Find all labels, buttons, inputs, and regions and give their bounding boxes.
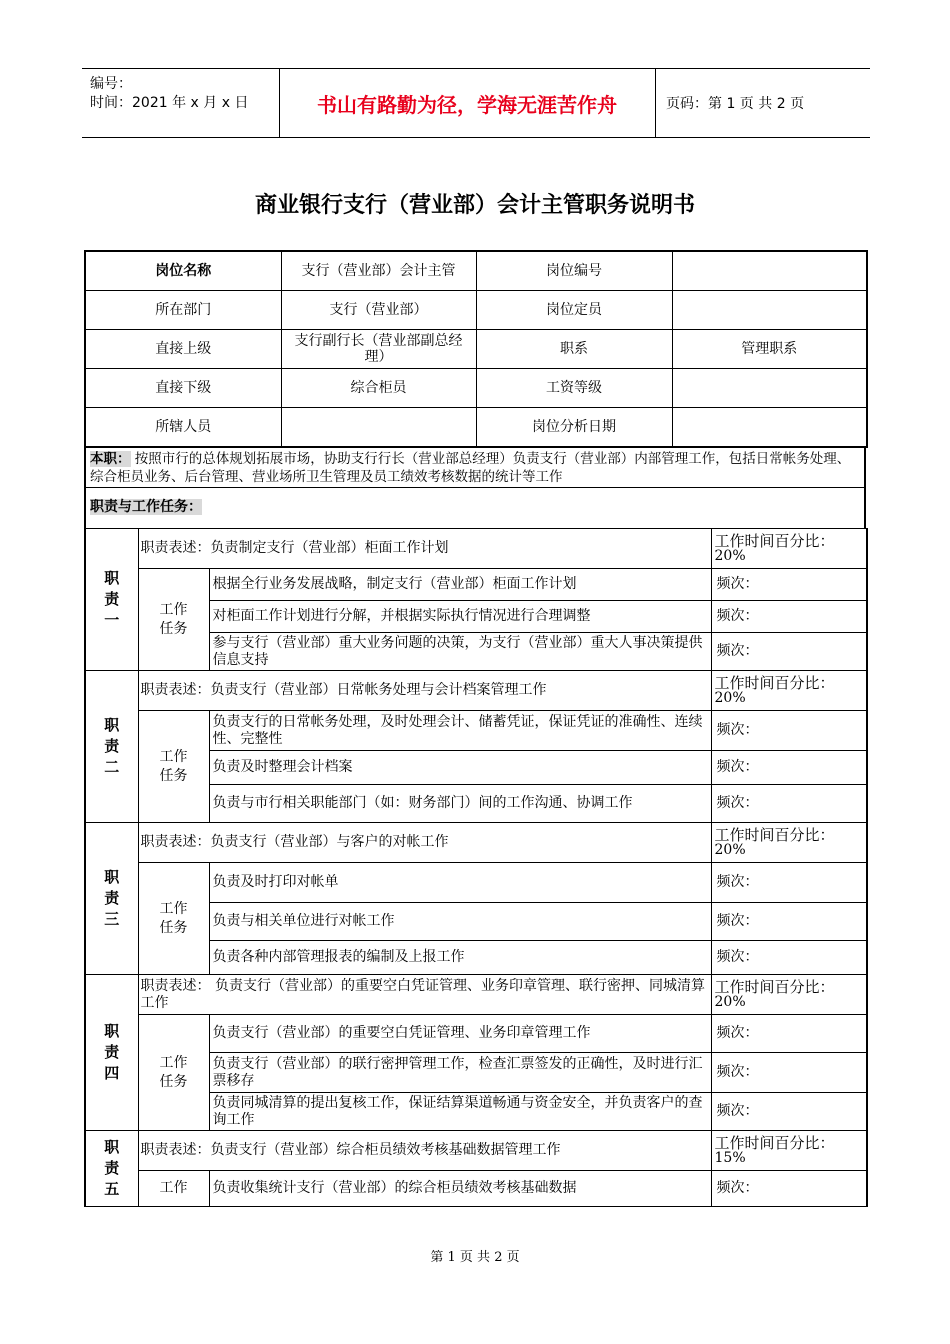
info-value: 支行（营业部）会计主管 xyxy=(281,251,476,291)
task-row xyxy=(85,863,867,903)
task-label xyxy=(138,1015,209,1131)
task-label-text: 工作任务 xyxy=(159,601,188,637)
task-frequency: 频次： xyxy=(711,751,867,785)
duty-desc-row xyxy=(85,975,867,1015)
header-meta xyxy=(82,69,280,137)
time-percentage xyxy=(711,823,867,863)
task-text: 负责支行（营业部）的重要空白凭证管理、业务印章管理工作 xyxy=(209,1015,711,1053)
info-value xyxy=(672,291,867,330)
percentage-label: 工作时间百分比： xyxy=(714,673,835,692)
percentage-label: 工作时间百分比： xyxy=(714,1133,835,1152)
percentage-value: 20% xyxy=(714,547,746,564)
task-text: 负责与市行相关职能部门（如：财务部门）间的工作沟通、协调工作 xyxy=(209,785,711,823)
info-label: 直接上级 xyxy=(85,330,281,369)
info-label: 职系 xyxy=(476,330,672,369)
info-value xyxy=(672,408,867,448)
task-frequency: 频次： xyxy=(711,941,867,975)
task-text: 负责同城清算的提出复核工作，保证结算渠道畅通与资金安全，并负责客户的查询工作 xyxy=(209,1093,711,1131)
info-row xyxy=(85,408,867,448)
task-frequency: 频次： xyxy=(711,903,867,941)
info-label: 直接下级 xyxy=(85,369,281,408)
page-info: 页码：第 1 页 共 2 页 xyxy=(666,96,805,112)
task-text: 负责各种内部管理报表的编制及上报工作 xyxy=(209,941,711,975)
percentage-label: 工作时间百分比： xyxy=(714,825,835,844)
duty-desc-row xyxy=(85,671,867,711)
task-text: 根据全行业务发展战略，制定支行（营业部）柜面工作计划 xyxy=(209,569,711,601)
duty-name xyxy=(85,529,138,671)
percentage-label: 工作时间百分比： xyxy=(714,977,835,996)
info-row xyxy=(85,251,867,291)
task-row xyxy=(85,1171,867,1207)
percentage-label: 工作时间百分比： xyxy=(714,531,835,550)
motto: 书山有路勤为径，学海无涯苦作舟 xyxy=(279,69,656,137)
info-label: 岗位分析日期 xyxy=(476,408,672,448)
duty-name-text: 职责一 xyxy=(104,569,120,629)
time-percentage xyxy=(711,671,867,711)
task-label-text: 工作 xyxy=(159,1180,188,1196)
info-label: 岗位编号 xyxy=(476,251,672,291)
info-value: 支行（营业部） xyxy=(281,291,476,330)
duty-description: 职责表述：负责支行（营业部）日常帐务处理与会计档案管理工作 xyxy=(138,671,711,711)
task-label xyxy=(138,711,209,823)
task-frequency: 频次： xyxy=(711,1053,867,1093)
page-footer: 第 1 页 共 2 页 xyxy=(430,1250,520,1265)
info-value xyxy=(672,369,867,408)
task-label xyxy=(138,569,209,671)
task-label-text: 工作任务 xyxy=(159,900,188,936)
time-percentage xyxy=(711,1131,867,1171)
task-row xyxy=(85,1015,867,1053)
percentage-value: 15% xyxy=(714,1149,746,1166)
task-row xyxy=(85,569,867,601)
time-label: 时间：2021 年 x 月 x 日 xyxy=(90,95,249,111)
duty-name xyxy=(85,1131,138,1207)
task-label-text: 工作任务 xyxy=(159,748,188,784)
time-percentage xyxy=(711,529,867,569)
number-label: 编号： xyxy=(90,76,132,92)
percentage-value: 20% xyxy=(714,689,746,706)
info-label: 所辖人员 xyxy=(85,408,281,448)
duty-description: 职责表述：负责支行（营业部）综合柜员绩效考核基础数据管理工作 xyxy=(138,1131,711,1171)
document-header xyxy=(82,68,870,138)
task-row xyxy=(85,711,867,751)
section-header xyxy=(84,488,866,528)
task-text: 负责及时打印对帐单 xyxy=(209,863,711,903)
page-title: 商业银行支行（营业部）会计主管职务说明书 xyxy=(254,193,695,218)
duty-name xyxy=(85,823,138,975)
task-frequency: 频次： xyxy=(711,633,867,671)
task-text: 对柜面工作计划进行分解，并根据实际执行情况进行合理调整 xyxy=(209,601,711,633)
info-label: 工资等级 xyxy=(476,369,672,408)
percentage-value: 20% xyxy=(714,993,746,1010)
duty-name xyxy=(85,975,138,1131)
duty-desc-row xyxy=(85,529,867,569)
info-row xyxy=(85,369,867,408)
duty-name xyxy=(85,671,138,823)
time-percentage xyxy=(711,975,867,1015)
info-label: 岗位定员 xyxy=(476,291,672,330)
duty-name-text: 职责四 xyxy=(104,1022,120,1082)
info-label: 所在部门 xyxy=(85,291,281,330)
task-frequency: 频次： xyxy=(711,863,867,903)
task-label xyxy=(138,1171,209,1207)
info-row xyxy=(85,330,867,369)
task-frequency: 频次： xyxy=(711,569,867,601)
task-frequency: 频次： xyxy=(711,601,867,633)
info-value: 管理职系 xyxy=(672,330,867,369)
duty-desc-row xyxy=(85,1131,867,1171)
info-row xyxy=(85,291,867,330)
task-frequency: 频次： xyxy=(711,1093,867,1131)
duty-name-text: 职责五 xyxy=(104,1138,120,1198)
info-value: 综合柜员 xyxy=(281,369,476,408)
task-text: 负责支行（营业部）的联行密押管理工作，检查汇票签发的正确性，及时进行汇票移存 xyxy=(209,1053,711,1093)
info-value xyxy=(281,408,476,448)
duty-name-text: 职责三 xyxy=(104,868,120,928)
percentage-value: 20% xyxy=(714,841,746,858)
info-label: 岗位名称 xyxy=(85,251,281,291)
duties-table xyxy=(84,528,868,1207)
task-frequency: 频次： xyxy=(711,1171,867,1207)
task-frequency: 频次： xyxy=(711,711,867,751)
position-info-table xyxy=(84,250,868,448)
task-text: 负责与相关单位进行对帐工作 xyxy=(209,903,711,941)
duty-description: 职责表述： 负责支行（营业部）的重要空白凭证管理、业务印章管理、联行密押、同城清算工作 xyxy=(138,975,711,1015)
duty-name-text: 职责二 xyxy=(104,716,120,776)
section-title: 职责与工作任务： xyxy=(90,499,202,515)
task-text: 负责及时整理会计档案 xyxy=(209,751,711,785)
duty-description: 职责表述：负责制定支行（营业部）柜面工作计划 xyxy=(138,529,711,569)
task-label xyxy=(138,863,209,975)
summary-label: 本职： xyxy=(90,451,131,467)
summary-text: 按照市行的总体规划拓展市场，协助支行行长（营业部总经理）负责支行（营业部）内部管理工作，包括日常帐务处理、综合柜员业务、后台管理、营业场所卫生管理及员工绩效考核数据的统计等工作 xyxy=(90,451,851,485)
task-text: 参与支行（营业部）重大业务问题的决策，为支行（营业部）重大人事决策提供信息支持 xyxy=(209,633,711,671)
duty-description: 职责表述：负责支行（营业部）与客户的对帐工作 xyxy=(138,823,711,863)
task-text: 负责支行的日常帐务处理，及时处理会计、储蓄凭证，保证凭证的准确性、连续性、完整性 xyxy=(209,711,711,751)
task-text: 负责收集统计支行（营业部）的综合柜员绩效考核基础数据 xyxy=(209,1171,711,1207)
duty-desc-row xyxy=(85,823,867,863)
task-frequency: 频次： xyxy=(711,1015,867,1053)
info-value xyxy=(672,251,867,291)
info-value: 支行副行长（营业部副总经理） xyxy=(281,330,476,369)
task-label-text: 工作任务 xyxy=(159,1054,188,1090)
task-frequency: 频次： xyxy=(711,785,867,823)
job-summary xyxy=(84,448,866,488)
